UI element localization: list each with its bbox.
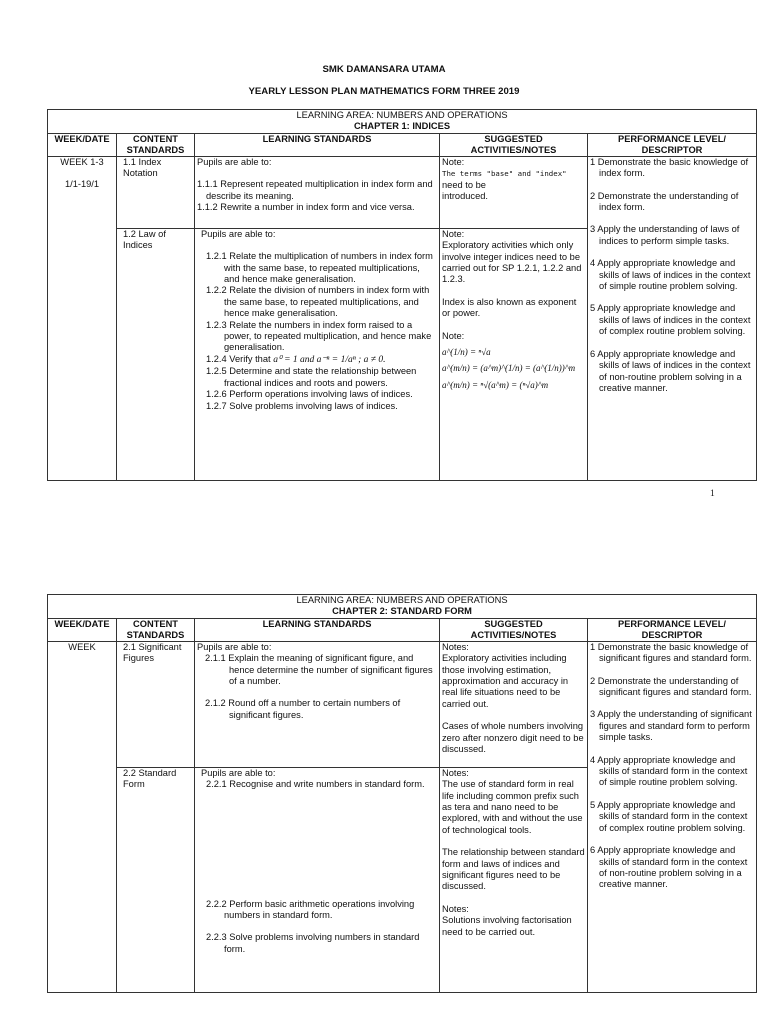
col-suggested-activities: SUGGESTED ACTIVITIES/NOTES — [440, 133, 588, 156]
notes-2-1: Notes: Exploratory activities including those involving estimation, approximation and accuracy in real life situations need to be carried out. Cases of whole numbers involving zero after nonzero digit need to be discussed. — [440, 641, 588, 767]
ls-1-1-2: 1.1.2 Rewrite a number in index form and vice versa. — [197, 202, 415, 213]
performance-levels-indices — [588, 156, 757, 480]
col-content-standards: CONTENT STANDARDS — [117, 133, 195, 156]
performance-level-1: 1 Demonstrate the basic knowledge of significant figures and standard form. — [590, 641, 752, 664]
col-week-date: WEEK/DATE — [48, 618, 117, 641]
week-label: WEEK — [68, 641, 96, 652]
ls-1-1-1: 1.1.1 Represent repeated multiplication in index form and describe its meaning. — [197, 179, 433, 201]
performance-level-6: 6 Apply appropriate knowledge and skills of laws of indices in the context of non-routine problem solving in a creative manner. — [590, 348, 751, 393]
formula-fractional-index: a^(1/n) = ⁿ√a — [442, 347, 491, 358]
learning-standards-2-1: Pupils are able to: 2.1.1 Explain the meaning of significant figure, and hence determine the number of significant figures of a number. 2.1.2 Round off a number to certain numbers of significant figures. — [195, 641, 440, 767]
performance-level-6: 6 Apply appropriate knowledge and skills of standard form in the context of non-routine problem solving in a creative manner. — [590, 845, 748, 890]
chapter-heading — [48, 595, 757, 619]
performance-level-3: 3 Apply the understanding of laws of indices to perform simple tasks. — [590, 224, 740, 246]
school-name: SMK DAMANSARA UTAMA — [322, 64, 446, 75]
performance-levels-standard-form — [588, 641, 757, 992]
col-suggested-activities: SUGGESTED ACTIVITIES/NOTES — [440, 618, 588, 641]
ls-1-2-7: 1.2.7 Solve problems involving laws of indices. — [206, 400, 398, 411]
standard-form-lesson-table — [47, 594, 757, 993]
chapter-title: CHAPTER 1: INDICES — [353, 121, 451, 132]
performance-level-4: 4 Apply appropriate knowledge and skills of standard form in the context of simple routine problem solving. — [590, 754, 748, 788]
ls-2-2-2: 2.2.2 Perform basic arithmetic operations involving numbers in standard form. — [206, 898, 415, 921]
col-week-date: WEEK/DATE — [48, 133, 117, 156]
formula-power-root-1: a^(m/n) = (a^m)^(1/n) = (a^(1/n))^m — [442, 363, 576, 374]
week-cell — [48, 156, 117, 480]
col-performance-level: PERFORMANCE LEVEL/ DESCRIPTOR — [588, 618, 757, 641]
col-learning-standards: LEARNING STANDARDS — [195, 618, 440, 641]
performance-level-1: 1 Demonstrate the basic knowledge of index form. — [590, 156, 749, 179]
ls-2-1-1: 2.1.1 Explain the meaning of significant figure, and hence determine the number of significant figures of a number. — [205, 653, 433, 687]
indices-lesson-table — [47, 109, 757, 481]
ls-1-2-2: 1.2.2 Relate the division of numbers in index form with the same base, to repeated multiplications, and hence make generalisation. — [206, 285, 430, 319]
week-label: WEEK 1-3 — [60, 156, 104, 167]
notes-1-1: Note: The terms "base" and "index" need to be introduced. — [440, 156, 588, 228]
performance-level-2: 2 Demonstrate the understanding of significant figures and standard form. — [590, 675, 752, 698]
performance-level-5: 5 Apply appropriate knowledge and skills of standard form in the context of complex routine problem solving. — [590, 799, 748, 833]
learning-area: LEARNING AREA: NUMBERS AND OPERATIONS — [296, 595, 508, 605]
ls-1-2-3: 1.2.3 Relate the numbers in index form raised to a power, to repeated multiplication, and hence make generalisation. — [206, 319, 432, 353]
ls-1-2-5: 1.2.5 Determine and state the relationship between fractional indices and roots and powers. — [206, 366, 417, 388]
content-standard-1-1: 1.1 Index Notation — [117, 156, 195, 228]
col-performance-level: PERFORMANCE LEVEL/ DESCRIPTOR — [588, 133, 757, 156]
week-cell — [48, 641, 117, 992]
content-standard-1-2: 1.2 Law of Indices — [117, 228, 195, 480]
content-standard-2-1: 2.1 Significant Figures — [117, 641, 195, 767]
performance-level-5: 5 Apply appropriate knowledge and skills of laws of indices in the context of complex routine problem solving. — [590, 303, 751, 337]
column-header-row — [48, 133, 757, 156]
chapter-heading — [48, 110, 757, 134]
lesson-plan-title: YEARLY LESSON PLAN MATHEMATICS FORM THREE 2019 — [248, 86, 520, 97]
notes-1-2: Note: Exploratory activities which only involve integer indices need to be carried out for SP 1.2.1, 1.2.2 and 1.2.3. Index is also known as exponent or power. Note: a^(1/n) = ⁿ√a a^(m/n) = (a^m)^(1/n) = (a^(1/n))^m a^(m/n) = ⁿ√(a^m) = (ⁿ√a)^m — [440, 228, 588, 480]
performance-level-4: 4 Apply appropriate knowledge and skills of laws of indices in the context of simple routine problem solving. — [590, 258, 751, 292]
learning-standards-2-2: Pupils are able to: 2.2.1 Recognise and write numbers in standard form. 2.2.2 Perform basic arithmetic operations involving numbers in standard form. 2.2.3 Solve problems involving numbers in standard form. — [195, 767, 440, 992]
learning-area: LEARNING AREA: NUMBERS AND OPERATIONS — [296, 110, 508, 120]
content-standard-2-2: 2.2 Standard Form — [117, 767, 195, 992]
ls-2-1-2: 2.1.2 Round off a number to certain numbers of significant figures. — [205, 698, 401, 720]
ls-1-2-6: 1.2.6 Perform operations involving laws of indices. — [206, 389, 413, 400]
col-learning-standards: LEARNING STANDARDS — [195, 133, 440, 156]
formula-power-root-2: a^(m/n) = ⁿ√(a^m) = (ⁿ√a)^m — [442, 379, 549, 390]
column-header-row — [48, 618, 757, 641]
col-content-standards: CONTENT STANDARDS — [117, 618, 195, 641]
ls-2-2-1: 2.2.1 Recognise and write numbers in standard form. — [206, 779, 425, 790]
page-number: 1 — [710, 489, 715, 499]
notes-2-2: Notes: The use of standard form in real life including common prefix such as tera and nano need to be explored, with and without the use of technological tools. The relationship between standard form and laws of indices and significant figures need to be discussed. Notes: Solutions involving factorisation need to be carried out. — [440, 767, 588, 992]
ls-1-2-4: 1.2.4 Verify that a⁰ = 1 and a⁻ⁿ = 1/aⁿ ; a ≠ 0. — [206, 353, 386, 365]
date-range: 1/1-19/1 — [64, 179, 100, 190]
performance-level-3: 3 Apply the understanding of significant figures and standard form to perform simple tasks. — [590, 709, 752, 743]
performance-level-2: 2 Demonstrate the understanding of index form. — [590, 190, 739, 213]
chapter-title: CHAPTER 2: STANDARD FORM — [332, 606, 472, 617]
ls-2-2-3: 2.2.3 Solve problems involving numbers in standard form. — [206, 932, 420, 954]
learning-standards-1-2: Pupils are able to: 1.2.1 Relate the multiplication of numbers in index form with the same base, to repeated multiplications, and hence make generalisation. 1.2.2 Relate the division of numbers in index form with the same base, to repeated multiplications, and hence make generalisation. 1.2.3 Relate the numbers in index form raised to a power, to repeated multiplication, and hence make generalisation. 1.2.4 Verify that a⁰ = 1 and a⁻ⁿ = 1/aⁿ ; a ≠ 0. 1.2.5 Determine and state the relationship between fractional indices and roots and powers. 1.2.6 Perform operations involving laws of indices. 1.2.7 Solve problems involving laws of indices. — [195, 228, 440, 480]
ls-1-2-1: 1.2.1 Relate the multiplication of numbers in index form with the same base, to repeated multiplications, and hence make generalisation. — [206, 251, 433, 285]
learning-standards-1-1: Pupils are able to: 1.1.1 Represent repeated multiplication in index form and describe its meaning. 1.1.2 Rewrite a number in index form and vice versa. — [195, 156, 440, 228]
